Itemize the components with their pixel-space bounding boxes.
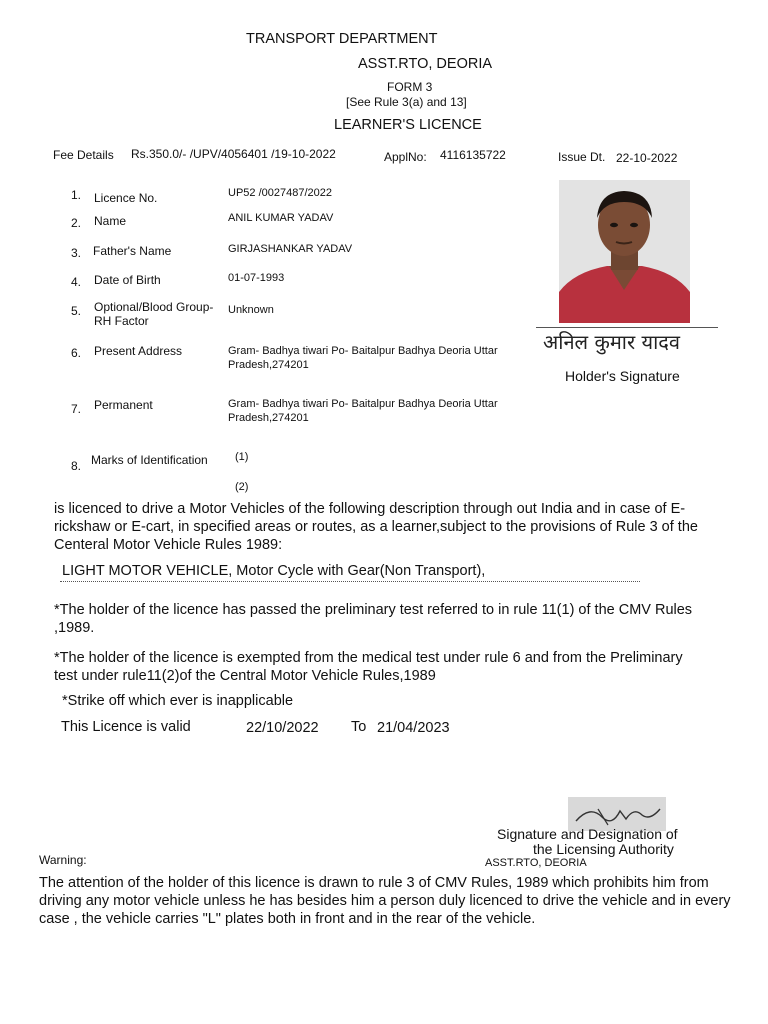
licence-description: is licenced to drive a Motor Vehicles of the following description through out India and in case of E-rickshaw or E-cart, in specified areas or routes, as a learner,subject to the provisions of Rule 3 of the Centeral Motor Vehicle Rules 1989: bbox=[54, 501, 698, 553]
field-value-present-address: Gram- Badhya tiwari Po- Baitalpur Badhya Deoria Uttar bbox=[228, 345, 498, 357]
issue-date-value: 22-10-2022 bbox=[616, 151, 678, 165]
field-number: 6. bbox=[71, 346, 82, 360]
field-value-name: ANIL KUMAR YADAV bbox=[228, 212, 334, 224]
authority-office: ASST.RTO, DEORIA bbox=[485, 857, 587, 869]
field-label-dob: Date of Birth bbox=[94, 273, 161, 287]
warning-label: Warning: bbox=[39, 853, 87, 867]
authority-signature-label-1: Signature and Designation of bbox=[497, 826, 678, 842]
field-number: 8. bbox=[71, 459, 82, 473]
form-number: FORM 3 bbox=[387, 80, 433, 94]
field-label-identification-marks: Marks of Identification bbox=[91, 453, 208, 467]
holder-signature: अनिल कुमार यादव bbox=[543, 330, 681, 354]
field-label-present-address: Present Address bbox=[94, 344, 183, 358]
dotted-separator bbox=[60, 581, 640, 582]
field-number: 3. bbox=[71, 246, 82, 260]
field-number: 7. bbox=[71, 402, 82, 416]
field-label-blood-group: Optional/Blood Group- bbox=[94, 300, 214, 314]
valid-to-date: 21/04/2023 bbox=[377, 720, 450, 736]
document-title: LEARNER'S LICENCE bbox=[334, 117, 482, 133]
field-value-permanent-address-line2: Pradesh,274201 bbox=[228, 412, 309, 424]
field-number: 5. bbox=[71, 304, 82, 318]
fee-label: Fee Details bbox=[53, 148, 114, 162]
appl-no-value: 4116135722 bbox=[440, 148, 506, 162]
issue-date-label: Issue Dt. bbox=[558, 150, 606, 164]
department-title: TRANSPORT DEPARTMENT bbox=[246, 31, 438, 47]
strike-off-note: *Strike off which ever is inapplicable bbox=[62, 693, 294, 709]
validity-to-label: To bbox=[351, 719, 367, 735]
warning-text: The attention of the holder of this licence is drawn to rule 3 of CMV Rules, 1989 which prohibits him from driving any motor vehicle unless he has besides him a person duly licenced to drive the vehicle and in every case , the vehicle carries "L" plates both in front and in the rear of the vehicle. bbox=[39, 875, 731, 927]
note-medical-exemption: *The holder of the licence is exempted from the medical test under rule 6 and from the Preliminary test under rule11(2)of the Central Motor Vehicle Rules,1989 bbox=[54, 650, 683, 684]
field-value-blood-group: Unknown bbox=[228, 304, 274, 316]
field-label-father-name: Father's Name bbox=[93, 244, 172, 258]
field-value-permanent-address: Gram- Badhya tiwari Po- Baitalpur Badhya Deoria Uttar bbox=[228, 398, 498, 410]
person-silhouette-icon bbox=[559, 180, 690, 323]
identification-mark-1: (1) bbox=[235, 451, 249, 463]
identification-mark-2: (2) bbox=[235, 481, 249, 493]
field-value-present-address-line2: Pradesh,274201 bbox=[228, 359, 309, 371]
field-value-licence-no: UP52 /0027487/2022 bbox=[228, 187, 332, 199]
field-value-dob: 01-07-1993 bbox=[228, 272, 285, 284]
field-number: 1. bbox=[71, 188, 82, 202]
valid-from-date: 22/10/2022 bbox=[246, 720, 319, 736]
authority-signature-label-2: the Licensing Authority bbox=[533, 841, 674, 857]
office-title: ASST.RTO, DEORIA bbox=[358, 56, 493, 72]
fee-value: Rs.350.0/- /UPV/4056401 /19-10-2022 bbox=[131, 147, 336, 161]
field-label-permanent-address: Permanent bbox=[94, 398, 153, 412]
holder-photo bbox=[559, 180, 690, 323]
vehicle-class: LIGHT MOTOR VEHICLE, Motor Cycle with Gear(Non Transport), bbox=[62, 563, 486, 579]
appl-no-label: ApplNo: bbox=[384, 150, 427, 164]
field-number: 2. bbox=[71, 216, 82, 230]
rule-reference: [See Rule 3(a) and 13] bbox=[346, 95, 467, 109]
signature-line bbox=[536, 327, 718, 328]
holder-signature-label: Holder's Signature bbox=[565, 368, 680, 384]
field-value-father-name: GIRJASHANKAR YADAV bbox=[228, 243, 353, 255]
field-label-licence-no: Licence No. bbox=[94, 191, 158, 205]
field-number: 4. bbox=[71, 275, 82, 289]
note-preliminary-test: *The holder of the licence has passed the preliminary test referred to in rule 11(1) of the CMV Rules ,1989. bbox=[54, 602, 693, 636]
field-label-name: Name bbox=[94, 214, 127, 228]
validity-label: This Licence is valid bbox=[61, 719, 191, 735]
field-label-rh-factor: RH Factor bbox=[94, 314, 149, 328]
